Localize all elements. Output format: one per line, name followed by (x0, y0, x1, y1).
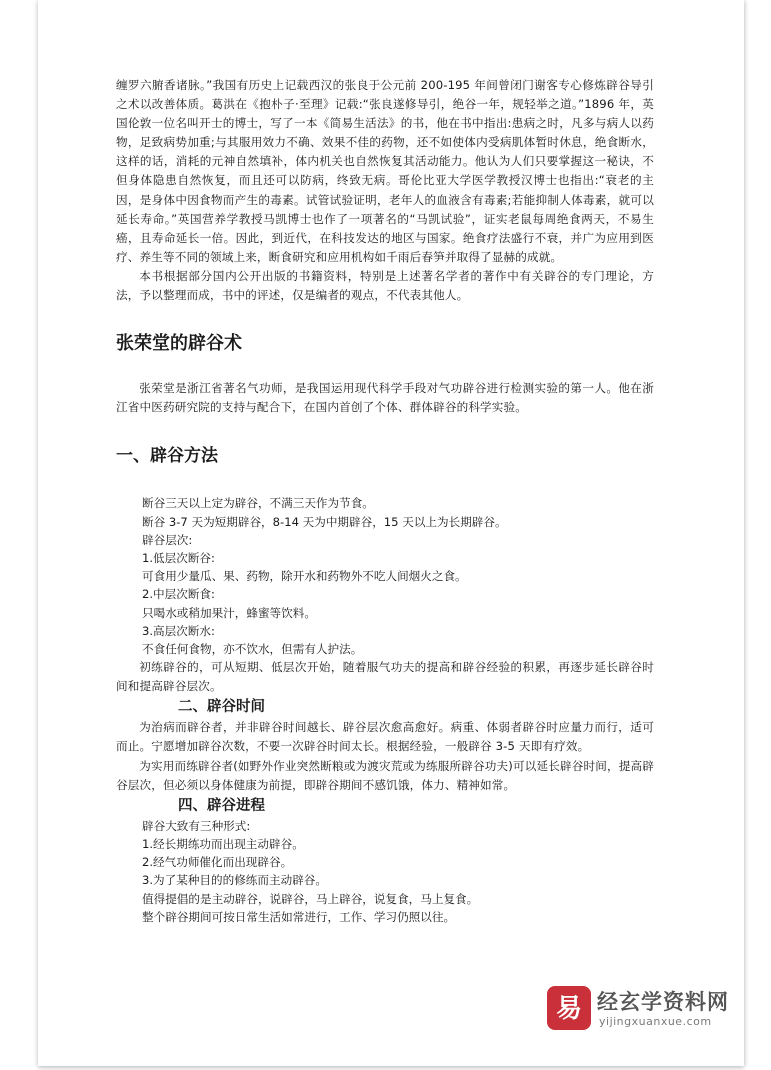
time-paragraph: 为治病而辟谷者，并非辟谷时间越长、辟谷层次愈高愈好。病重、体弱者辟谷时应量力而行，适可而止。宁愿增加辟谷次数，不要一次辟谷时间太长。根据经验，一般辟谷 3-5 天即有疗效。 (116, 720, 654, 754)
list-item: 可食用少量瓜、果、药物，除开水和药物外不吃人间烟火之食。 (142, 569, 467, 584)
watermark-url: yijingxuanxue.com (599, 1015, 712, 1028)
list-item: 1.低层次断谷: (142, 550, 215, 565)
list-item: 3.高层次断水: (142, 623, 215, 638)
methods-closing: 初练辟谷的，可从短期、低层次开始，随着服气功夫的提高和辟谷经验的积累，再逐步延长辟谷时间和提高辟谷层次。 (116, 660, 654, 694)
document-body (116, 76, 654, 926)
list-item: 辟谷层次: (142, 532, 193, 547)
list-item: 只喝水或稍加果汁，蜂蜜等饮料。 (142, 605, 316, 620)
methods-list (116, 494, 654, 658)
heading-time: 二、辟谷时间 (178, 699, 265, 716)
list-item: 辟谷大致有三种形式: (142, 818, 251, 833)
heading-process: 四、辟谷进程 (178, 797, 265, 814)
svg-text:易: 易 (555, 994, 583, 1024)
book-note-paragraph: 本书根据部分国内公开出版的书籍资料，特别是上述著名学者的著作中有关辟谷的专门理论，方法，予以整理而成，书中的评述，仅是编者的观点，不代表其他人。 (116, 268, 654, 303)
list-item: 1.经长期练功而出现主动辟谷。 (142, 836, 304, 851)
list-item: 断谷 3-7 天为短期辟谷，8-14 天为中期辟谷，15 天以上为长期辟谷。 (142, 514, 507, 529)
watermark-title: 经玄学资料网 (597, 990, 729, 1014)
list-item: 3.为了某种目的的修练而主动辟谷。 (142, 873, 327, 888)
list-item: 不食任何食物，亦不饮水，但需有人护法。 (142, 641, 363, 656)
process-list (116, 817, 654, 926)
watermark-logo-glyph (551, 990, 587, 1026)
section-title: 张荣堂的辟谷术 (116, 333, 242, 355)
time-paragraph: 为实用而练辟谷者(如野外作业突然断粮或为渡灾荒或为练服所辟谷功夫)可以延长辟谷时间，提高辟谷层次，但必须以身体健康为前提，即辟谷期间不感饥饿，体力、精神如常。 (116, 758, 654, 792)
intro-paragraph: 缠罗六腑香诸脉。”我国有历史上记载西汉的张良于公元前 200-195 年间曾闭门谢客专心修炼辟谷导引之术以改善体质。葛洪在《抱朴子·至理》记载:“张良遂修导引，绝谷一年，规轻举之道。”1896 年，英国伦敦一位名叫开士的博士，写了一本《简易生活法》的书，他在书中指出:患病之时，凡多与病人以药物，足致病势加重;与其服用效力不确、效果不佳的药物，还不如使体内受病肌体暂时休息，绝食断水，这样的话，消耗的元神自然填补，体内机关也自然恢复其活动能力。他认为人们只要掌握这一秘诀，不但身体隐患自然恢复，而且还可以防病，终致无病。哥伦比亚大学医学教授汉博士也指出:“衰老的主因，是身体中因食物而产生的毒素。试管试验证明，老年人的血液含有毒素;若能抑制人体毒素，就可以延长寿命。”英国营养学教授马凯博士也作了一项著名的“马凯试验”，证实老鼠每周绝食两天，不易生癌，且寿命延长一倍。因此，到近代，在科技发达的地区与国家。绝食疗法盛行不衰，并广为应用到医疗、养生等不同的领域上来，断食研究和应用机构如千雨后春笋并取得了显赫的成就。 (116, 78, 654, 264)
list-item: 2.中层次断食: (142, 587, 215, 602)
watermark-logo-icon (547, 986, 591, 1030)
heading-methods: 一、辟谷方法 (116, 446, 218, 467)
list-item: 值得提倡的是主动辟谷，说辟谷，马上辟谷，说复食，马上复食。 (142, 891, 479, 906)
list-item: 整个辟谷期间可按日常生活如常进行，工作、学习仍照以往。 (142, 909, 456, 924)
list-item: 2.经气功师催化而出现辟谷。 (142, 855, 293, 870)
list-item: 断谷三天以上定为辟谷，不满三天作为节食。 (142, 496, 374, 511)
section-intro: 张荣堂是浙江省著名气功师，是我国运用现代科学手段对气功辟谷进行检测实验的第一人。他在浙江省中医药研究院的支持与配合下，在国内首创了个体、群体辟谷的科学实验。 (116, 381, 654, 415)
site-watermark (547, 984, 747, 1036)
